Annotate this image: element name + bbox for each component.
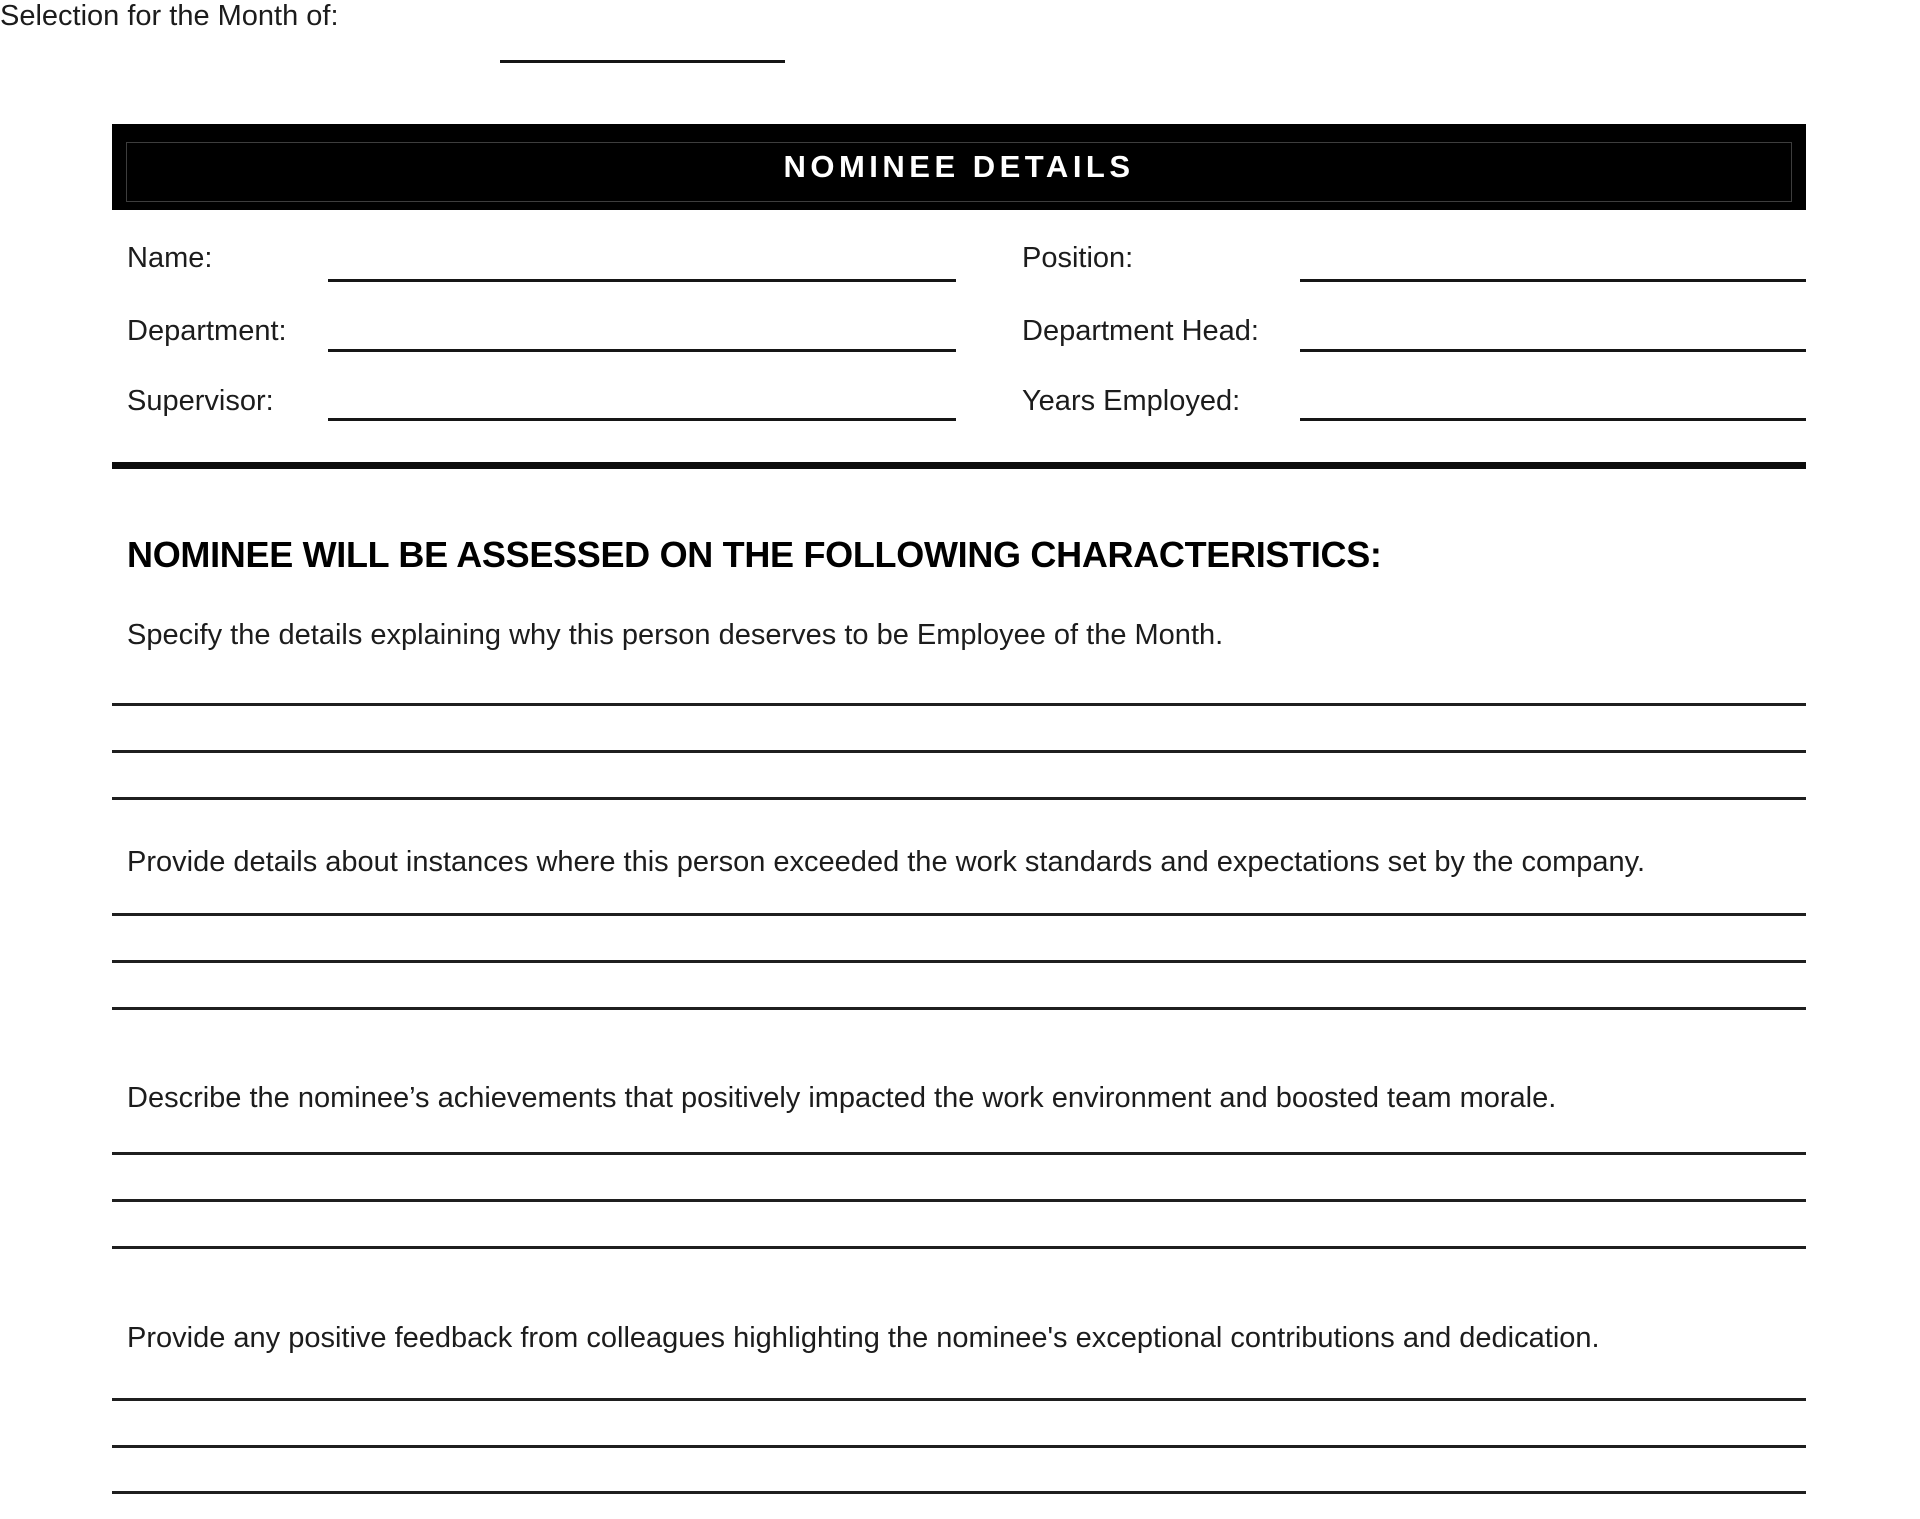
answer-line[interactable] (112, 1491, 1806, 1494)
answer-line[interactable] (112, 1152, 1806, 1155)
supervisor-field-label: Supervisor: (127, 385, 274, 417)
department-head-input-line[interactable] (1300, 349, 1806, 352)
prompt-achievements: Describe the nominee’s achievements that positively impacted the work environment and boosted team morale. (127, 1082, 1557, 1114)
nominee-details-header (112, 124, 1806, 210)
prompt-exceeded-standards: Provide details about instances where this person exceeded the work standards and expectations set by the company. (127, 846, 1646, 878)
position-input-line[interactable] (1300, 279, 1806, 282)
answer-line[interactable] (112, 1007, 1806, 1010)
name-field-label: Name: (127, 242, 213, 274)
department-head-field-label: Department Head: (1022, 315, 1259, 347)
selection-month-label: Selection for the Month of: (0, 0, 339, 32)
nominee-details-title: NOMINEE DETAILS (783, 149, 1135, 184)
answer-line[interactable] (112, 960, 1806, 963)
years-employed-input-line[interactable] (1300, 418, 1806, 421)
department-field-label: Department: (127, 315, 287, 347)
answer-line[interactable] (112, 703, 1806, 706)
answer-line[interactable] (112, 1445, 1806, 1448)
section-divider (112, 462, 1806, 469)
assessment-heading: NOMINEE WILL BE ASSESSED ON THE FOLLOWING CHARACTERISTICS: (127, 534, 1382, 575)
prompt-colleague-feedback: Provide any positive feedback from colleagues highlighting the nominee's exceptional contributions and dedication. (127, 1322, 1600, 1354)
years-employed-field-label: Years Employed: (1022, 385, 1241, 417)
answer-line[interactable] (112, 797, 1806, 800)
answer-line[interactable] (112, 750, 1806, 753)
answer-line[interactable] (112, 913, 1806, 916)
supervisor-input-line[interactable] (328, 418, 956, 421)
name-input-line[interactable] (328, 279, 956, 282)
answer-line[interactable] (112, 1199, 1806, 1202)
department-input-line[interactable] (328, 349, 956, 352)
answer-line[interactable] (112, 1398, 1806, 1401)
position-field-label: Position: (1022, 242, 1134, 274)
answer-line[interactable] (112, 1246, 1806, 1249)
selection-month-input-line[interactable] (500, 60, 785, 63)
prompt-why-deserves: Specify the details explaining why this person deserves to be Employee of the Month. (127, 619, 1224, 651)
